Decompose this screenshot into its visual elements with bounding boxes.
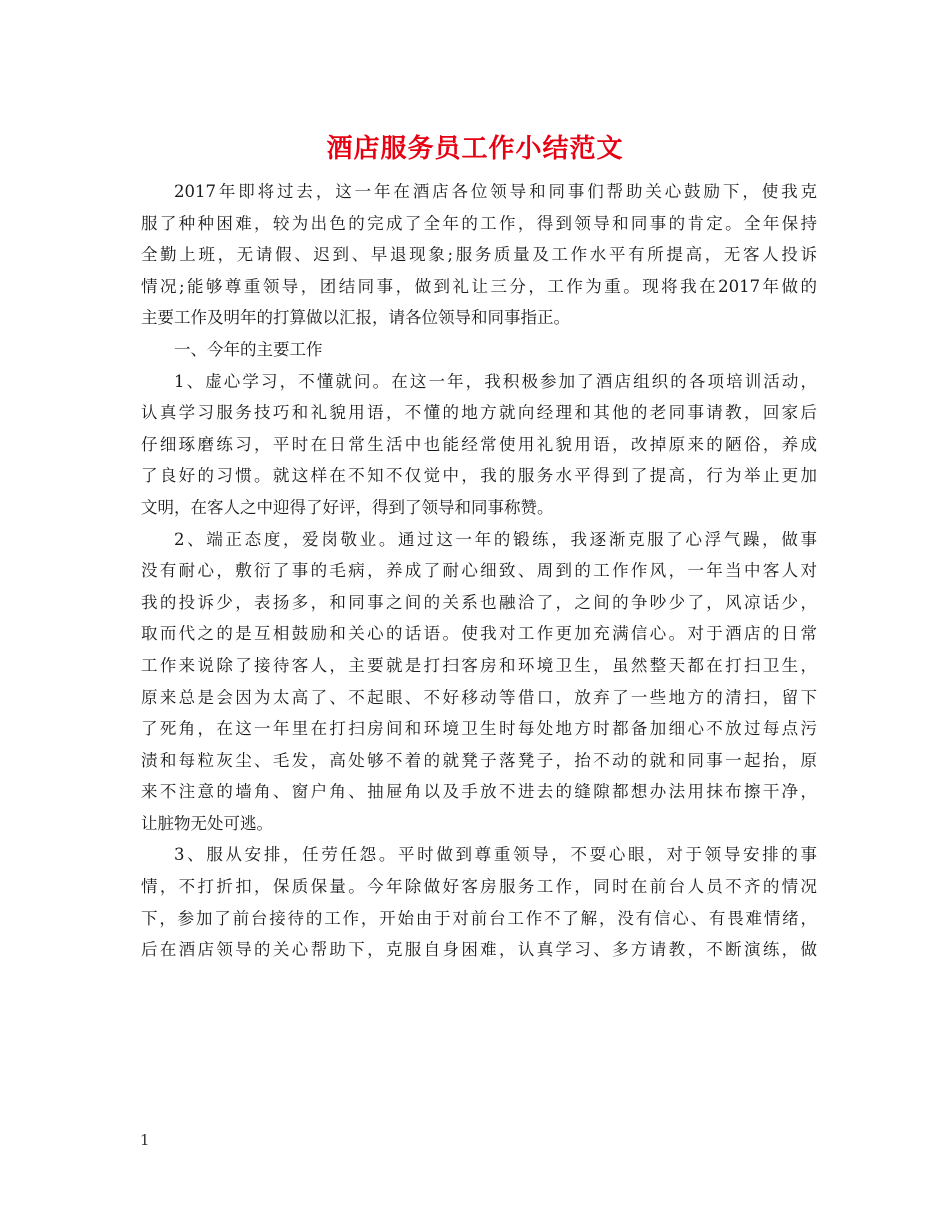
body-line: 主要工作及明年的打算做以汇报，请各位领导和同事指正。: [141, 308, 570, 328]
body-line: 没有耐心，敷衍了事的毛病，养成了耐心细致、周到的工作作风，一年当中客人对: [141, 561, 817, 581]
body-line: 2017年即将过去，这一年在酒店各位领导和同事们帮助关心鼓励下，使我克: [174, 182, 817, 201]
body-line: 情况;能够尊重领导，团结同事，做到礼让三分，工作为重。现将我在2017年做的: [141, 276, 817, 296]
body-line: 后在酒店领导的关心帮助下，克服自身困难，认真学习、多方请教，不断演练，做: [141, 940, 817, 960]
body-line: 情，不打折扣，保质保量。今年除做好客房服务工作，同时在前台人员不齐的情况: [141, 877, 817, 897]
body-line: 2、端正态度，爱岗敬业。通过这一年的锻练，我逐渐克服了心浮气躁，做事: [174, 529, 817, 549]
body-line: 工作来说除了接待客人，主要就是打扫客房和环境卫生，虽然整天都在打扫卫生，: [141, 655, 817, 675]
body-line: 3、服从安排，任劳任怨。平时做到尊重领导，不耍心眼，对于领导安排的事: [174, 845, 817, 865]
body-line: 了良好的习惯。就这样在不知不仅觉中，我的服务水平得到了提高，行为举止更加: [141, 466, 817, 486]
body-line: 原来总是会因为太高了、不起眼、不好移动等借口，放弃了一些地方的清扫，留下: [141, 687, 817, 707]
body-line: 来不注意的墙角、窗户角、抽屉角以及手放不进去的缝隙都想办法用抹布擦干净，: [141, 782, 817, 802]
body-line: 一、今年的主要工作: [174, 339, 323, 359]
body-line: 渍和每粒灰尘、毛发，高处够不着的就凳子落凳子，抬不动的就和同事一起抬，原: [141, 750, 817, 770]
body-line: 下，参加了前台接待的工作，开始由于对前台工作不了解，没有信心、有畏难情绪，: [141, 908, 817, 928]
body-line: 认真学习服务技巧和礼貌用语，不懂的地方就向经理和其他的老同事请教，回家后: [141, 403, 817, 423]
body-line: 了死角，在这一年里在打扫房间和环境卫生时每处地方时都备加细心不放过每点污: [141, 719, 817, 739]
document-title: 酒店服务员工作小结范文: [326, 134, 624, 164]
document-body: [141, 176, 817, 966]
body-line: 我的投诉少，表扬多，和同事之间的关系也融洽了，之间的争吵少了，风凉话少，: [141, 592, 817, 612]
body-line: 仔细琢磨练习，平时在日常生活中也能经常使用礼貌用语，改掉原来的陋俗，养成: [141, 434, 817, 454]
body-line: 全勤上班，无请假、迟到、早退现象;服务质量及工作水平有所提高，无客人投诉: [141, 245, 817, 265]
body-line: 让脏物无处可逃。: [141, 813, 273, 833]
page-number: 1: [140, 1131, 150, 1149]
body-line: 服了种种困难，较为出色的完成了全年的工作，得到领导和同事的肯定。全年保持: [141, 213, 817, 233]
body-line: 1、虚心学习，不懂就问。在这一年，我积极参加了酒店组织的各项培训活动，: [174, 371, 817, 391]
body-line: 文明，在客人之中迎得了好评，得到了领导和同事称赞。: [141, 497, 554, 517]
body-line: 取而代之的是互相鼓励和关心的话语。使我对工作更加充满信心。对于酒店的日常: [141, 624, 817, 644]
